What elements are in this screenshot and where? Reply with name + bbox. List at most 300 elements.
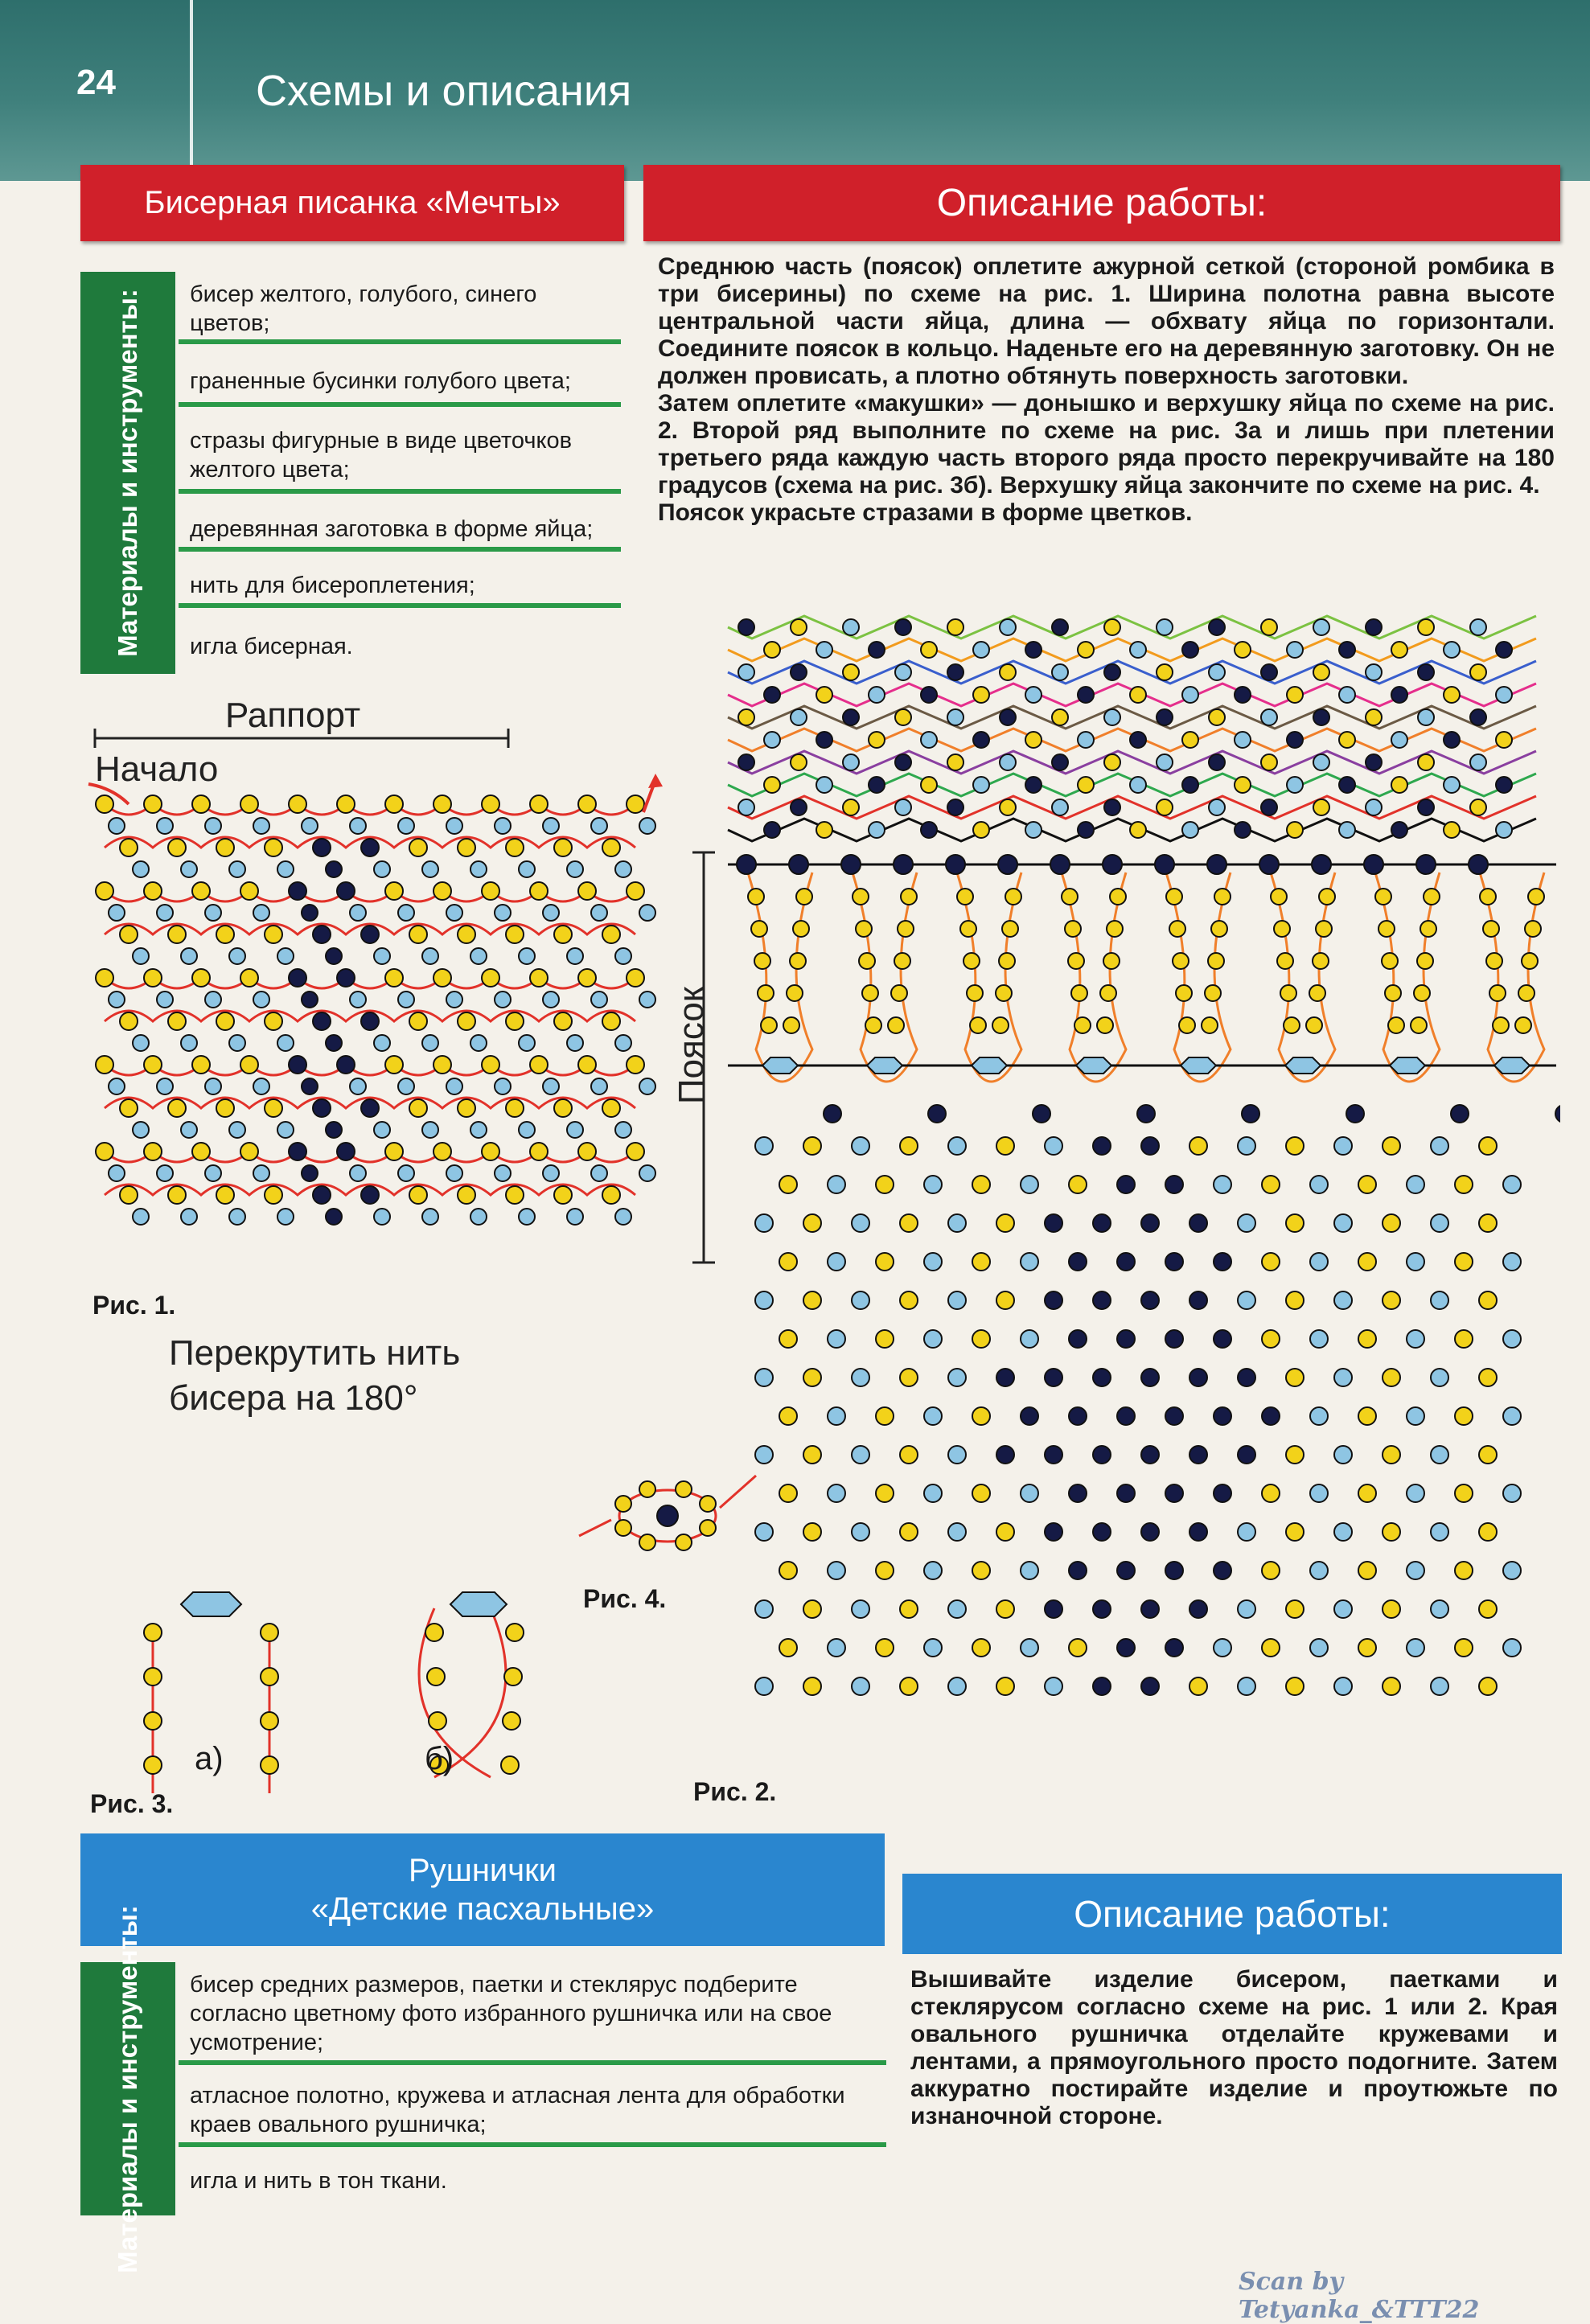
bead (1286, 1369, 1304, 1386)
bead (755, 1369, 773, 1386)
bead (157, 1165, 173, 1181)
bead (639, 1165, 655, 1181)
bead (289, 1143, 306, 1160)
bead (657, 1505, 678, 1526)
bead (1334, 1291, 1352, 1309)
bead (895, 664, 911, 680)
bead (1358, 1639, 1376, 1657)
bead (1424, 889, 1440, 905)
bead (1366, 709, 1382, 725)
bead (470, 1209, 487, 1225)
bead (506, 839, 524, 856)
bead (1141, 1446, 1159, 1464)
bead (265, 1012, 282, 1030)
thread-line (105, 891, 635, 901)
bead (948, 1600, 966, 1618)
bead (1455, 1176, 1473, 1193)
bead (96, 882, 113, 900)
bead (1189, 1523, 1207, 1541)
bead (1000, 619, 1016, 635)
bead (591, 905, 607, 921)
bead (120, 1099, 138, 1117)
bead (1238, 1523, 1255, 1541)
bead (803, 1214, 821, 1232)
bead (898, 921, 914, 937)
bead (157, 992, 173, 1008)
bead (1141, 1600, 1159, 1618)
bead (869, 822, 885, 838)
bead (947, 709, 963, 725)
bead (1000, 799, 1016, 815)
bead (446, 1165, 462, 1181)
bead (361, 926, 379, 943)
bead (1071, 985, 1087, 1001)
bead (816, 642, 832, 658)
bead (900, 1523, 918, 1541)
bead (615, 948, 631, 964)
bead (253, 1078, 269, 1094)
bead (1157, 754, 1173, 770)
bead (1280, 985, 1296, 1001)
thread-line (579, 1520, 611, 1536)
bead (1431, 1446, 1448, 1464)
bead (1050, 855, 1070, 874)
bead (1165, 1176, 1183, 1193)
bead (973, 732, 989, 748)
bead (261, 1756, 278, 1774)
bead (277, 1035, 294, 1051)
bead (1093, 1369, 1111, 1386)
bead (843, 664, 859, 680)
bead (530, 795, 548, 813)
bead (924, 1484, 942, 1502)
bead (1334, 1214, 1352, 1232)
material-item: нить для бисероплетения; (179, 571, 621, 608)
bead (1286, 1446, 1304, 1464)
bead (1418, 754, 1434, 770)
bead (470, 1035, 487, 1051)
article2-title-line1: Рушнички (409, 1853, 557, 1888)
bead (433, 795, 451, 813)
bead (1284, 1017, 1300, 1033)
bead (1100, 985, 1116, 1001)
bead (992, 1017, 1009, 1033)
bead (1238, 1137, 1255, 1155)
bead (1130, 777, 1146, 793)
bead (627, 969, 644, 987)
bead (1496, 777, 1512, 793)
bead (1407, 1407, 1424, 1425)
bead (578, 882, 596, 900)
bead (843, 619, 859, 635)
bead (458, 1012, 475, 1030)
bead (1117, 1484, 1135, 1502)
article1-description-title: Описание работы: (643, 165, 1560, 241)
bead (1525, 921, 1541, 937)
bead (1104, 709, 1120, 725)
bead (446, 992, 462, 1008)
bead (1235, 777, 1251, 793)
bead (326, 1035, 342, 1051)
bead (1479, 1446, 1497, 1464)
bead (1555, 1105, 1560, 1123)
bead (852, 1214, 869, 1232)
bead (1209, 664, 1225, 680)
article2-materials-label: Материалы и инструменты: (80, 1962, 175, 2215)
bead (1334, 1523, 1352, 1541)
bead (1407, 1484, 1424, 1502)
bead (1130, 732, 1146, 748)
bead (1021, 1562, 1038, 1579)
bead (519, 861, 535, 877)
article2-title (80, 1833, 885, 1946)
bead (1287, 642, 1303, 658)
bead (422, 861, 438, 877)
bead (1319, 889, 1335, 905)
bead (1455, 1330, 1473, 1348)
bead (96, 795, 113, 813)
bead (427, 1668, 445, 1686)
bead (495, 818, 511, 834)
bead (948, 1137, 966, 1155)
bead (216, 1099, 234, 1117)
bead (996, 1214, 1014, 1232)
bead (530, 1056, 548, 1074)
bead (578, 795, 596, 813)
bead (229, 1122, 245, 1138)
bead (1411, 1017, 1427, 1033)
bead (470, 948, 487, 964)
faceted-bead (1181, 1057, 1216, 1074)
bead (144, 1668, 162, 1686)
bead (361, 1099, 379, 1117)
bead (361, 1186, 379, 1204)
bead (433, 1143, 451, 1160)
bead (120, 1186, 138, 1204)
bead (1312, 855, 1331, 874)
bead (1455, 1407, 1473, 1425)
bead (816, 732, 832, 748)
bead (1189, 1291, 1207, 1309)
bead (1130, 822, 1146, 838)
bead (900, 1214, 918, 1232)
bead (1479, 1137, 1497, 1155)
bead (1286, 1600, 1304, 1618)
bead (458, 1099, 475, 1117)
bead (615, 861, 631, 877)
bead (409, 839, 427, 856)
bead (921, 732, 937, 748)
bead (192, 1143, 210, 1160)
bead (313, 1099, 331, 1117)
bead (374, 1209, 390, 1225)
bead (865, 1017, 881, 1033)
bead (1479, 1677, 1497, 1695)
bead (748, 889, 764, 905)
bead (1346, 1105, 1364, 1123)
bead (1383, 1369, 1400, 1386)
bead (253, 992, 269, 1008)
bead (1358, 1562, 1376, 1579)
bead (144, 1712, 162, 1730)
bead (779, 1176, 797, 1193)
bead-ring (579, 1476, 756, 1550)
bead (972, 1562, 990, 1579)
bead (429, 1712, 446, 1730)
bead (374, 1122, 390, 1138)
bead (1451, 1105, 1469, 1123)
bead (1078, 732, 1094, 748)
bead (1093, 1214, 1111, 1232)
bead (1479, 1600, 1497, 1618)
bead (973, 642, 989, 658)
bead (1235, 687, 1251, 703)
bead (337, 795, 355, 813)
bead (1107, 921, 1123, 937)
bead (277, 948, 294, 964)
article2-title-line2: «Детские пасхальные» (310, 1891, 655, 1927)
bead (924, 1407, 942, 1425)
bead (192, 882, 210, 900)
bead (240, 882, 258, 900)
bead (495, 1165, 511, 1181)
bead (425, 1624, 443, 1641)
bead (787, 985, 803, 1001)
bead (578, 969, 596, 987)
bead (1455, 1639, 1473, 1657)
bead (120, 1012, 138, 1030)
bead (1002, 921, 1018, 937)
twist-line2: бисера на 180° (169, 1378, 418, 1418)
bead (446, 1078, 462, 1094)
bead (1078, 642, 1094, 658)
bead (1025, 687, 1042, 703)
bead (519, 1122, 535, 1138)
bead (205, 1165, 221, 1181)
bead (385, 1143, 403, 1160)
bead (1238, 1600, 1255, 1618)
bead (900, 1446, 918, 1464)
bead (144, 1056, 162, 1074)
bead (924, 1330, 942, 1348)
bead (791, 664, 807, 680)
bead (1431, 1677, 1448, 1695)
bead (1045, 1369, 1062, 1386)
article1-materials-label: Материалы и инструменты: (80, 272, 175, 674)
belt-label: Поясок (672, 986, 711, 1105)
bead (1069, 1484, 1087, 1502)
bead (1358, 1176, 1376, 1193)
bead (1052, 754, 1068, 770)
bead (1182, 642, 1198, 658)
bead (350, 1165, 366, 1181)
bead (1339, 822, 1355, 838)
bead (1202, 1017, 1218, 1033)
bead (888, 1017, 904, 1033)
bead (1169, 921, 1185, 937)
figure2-diagram (724, 599, 1560, 1761)
scan-credit: Scan by Tetyanka_&TTT22 (1239, 2268, 1480, 2324)
bead (374, 1035, 390, 1051)
bead (1382, 953, 1398, 969)
bead (1310, 1484, 1328, 1502)
bead (1052, 709, 1068, 725)
bead (1391, 822, 1407, 838)
bead (458, 839, 475, 856)
bead (1366, 754, 1382, 770)
bead (506, 1186, 524, 1204)
bead (422, 1122, 438, 1138)
bead (973, 687, 989, 703)
bead (302, 992, 318, 1008)
bead (1033, 1105, 1050, 1123)
bead (779, 1253, 797, 1271)
bead (894, 855, 913, 874)
bead (843, 709, 859, 725)
bead (543, 992, 559, 1008)
bead (1104, 619, 1120, 635)
bead (446, 905, 462, 921)
bead (1310, 1253, 1328, 1271)
bead (894, 953, 910, 969)
bead (900, 1369, 918, 1386)
bead (1364, 855, 1383, 874)
bead (385, 882, 403, 900)
bead (791, 619, 807, 635)
bead (1242, 1105, 1259, 1123)
bead (1483, 921, 1499, 937)
bead (921, 822, 937, 838)
bead-scheme (737, 619, 1560, 1695)
bead (996, 1369, 1014, 1386)
bead (1093, 1677, 1111, 1695)
bead (1117, 1562, 1135, 1579)
article1-description (658, 253, 1555, 527)
bead (205, 1078, 221, 1094)
bead (852, 1291, 869, 1309)
bead (999, 953, 1015, 969)
bead (639, 992, 655, 1008)
bead (374, 861, 390, 877)
bead (1418, 709, 1434, 725)
bead (1207, 855, 1226, 874)
bead (591, 818, 607, 834)
bead (1444, 732, 1460, 748)
bead (265, 839, 282, 856)
bead (519, 948, 535, 964)
bead (398, 818, 414, 834)
bead (1165, 1484, 1183, 1502)
bead (1069, 1176, 1087, 1193)
bead (876, 1639, 894, 1657)
bead (1489, 985, 1506, 1001)
bead (1313, 709, 1329, 725)
bead (543, 1078, 559, 1094)
bead (764, 687, 780, 703)
bead (1182, 732, 1198, 748)
bead (506, 1624, 524, 1641)
bead (803, 1523, 821, 1541)
bead (1375, 889, 1391, 905)
bead (216, 1186, 234, 1204)
bead (1214, 1330, 1231, 1348)
bead (1431, 1137, 1448, 1155)
bead (1069, 1562, 1087, 1579)
bead (1383, 1214, 1400, 1232)
bead (181, 861, 197, 877)
bead (1209, 709, 1225, 725)
bead (973, 822, 989, 838)
bead (957, 889, 973, 905)
bead (495, 1078, 511, 1094)
bead (1496, 642, 1512, 658)
section-title: Схемы и описания (256, 67, 632, 115)
bead (816, 822, 832, 838)
bead (120, 926, 138, 943)
bead (109, 1078, 125, 1094)
thread-line (720, 1476, 756, 1508)
bead (676, 1534, 692, 1550)
bead (1069, 1253, 1087, 1271)
bead (374, 948, 390, 964)
bead (1208, 953, 1224, 969)
bead (876, 1176, 894, 1193)
bead (109, 992, 125, 1008)
bead (530, 969, 548, 987)
bead (1141, 1523, 1159, 1541)
bead (1310, 1562, 1328, 1579)
bead (843, 754, 859, 770)
bead (895, 799, 911, 815)
bead (409, 1012, 427, 1030)
article2-materials-list (179, 1962, 886, 2215)
faceted-bead (450, 1592, 507, 1616)
bead (783, 1017, 799, 1033)
bead (1078, 777, 1094, 793)
bead (754, 953, 770, 969)
bead (1358, 1484, 1376, 1502)
bead (530, 1143, 548, 1160)
bead (758, 985, 774, 1001)
bead (1074, 1017, 1091, 1033)
bead (504, 1668, 522, 1686)
bead (229, 861, 245, 877)
bead (1407, 1176, 1424, 1193)
bead (852, 1600, 869, 1618)
bead (409, 1099, 427, 1117)
figure1-diagram (64, 708, 708, 1303)
bead (567, 1122, 583, 1138)
bead (337, 882, 355, 900)
bead (1173, 953, 1189, 969)
bead (602, 1012, 620, 1030)
bead (996, 1600, 1014, 1618)
bead (168, 926, 186, 943)
bead (1117, 1253, 1135, 1271)
bead (1093, 1137, 1111, 1155)
bead (543, 818, 559, 834)
bead (900, 1291, 918, 1309)
bead (181, 948, 197, 964)
bead (615, 1035, 631, 1051)
bead (1388, 1017, 1404, 1033)
bead (1000, 754, 1016, 770)
bead (615, 1209, 631, 1225)
bead (205, 992, 221, 1008)
bead (1286, 1291, 1304, 1309)
bead (1262, 1330, 1280, 1348)
bead (495, 905, 511, 921)
